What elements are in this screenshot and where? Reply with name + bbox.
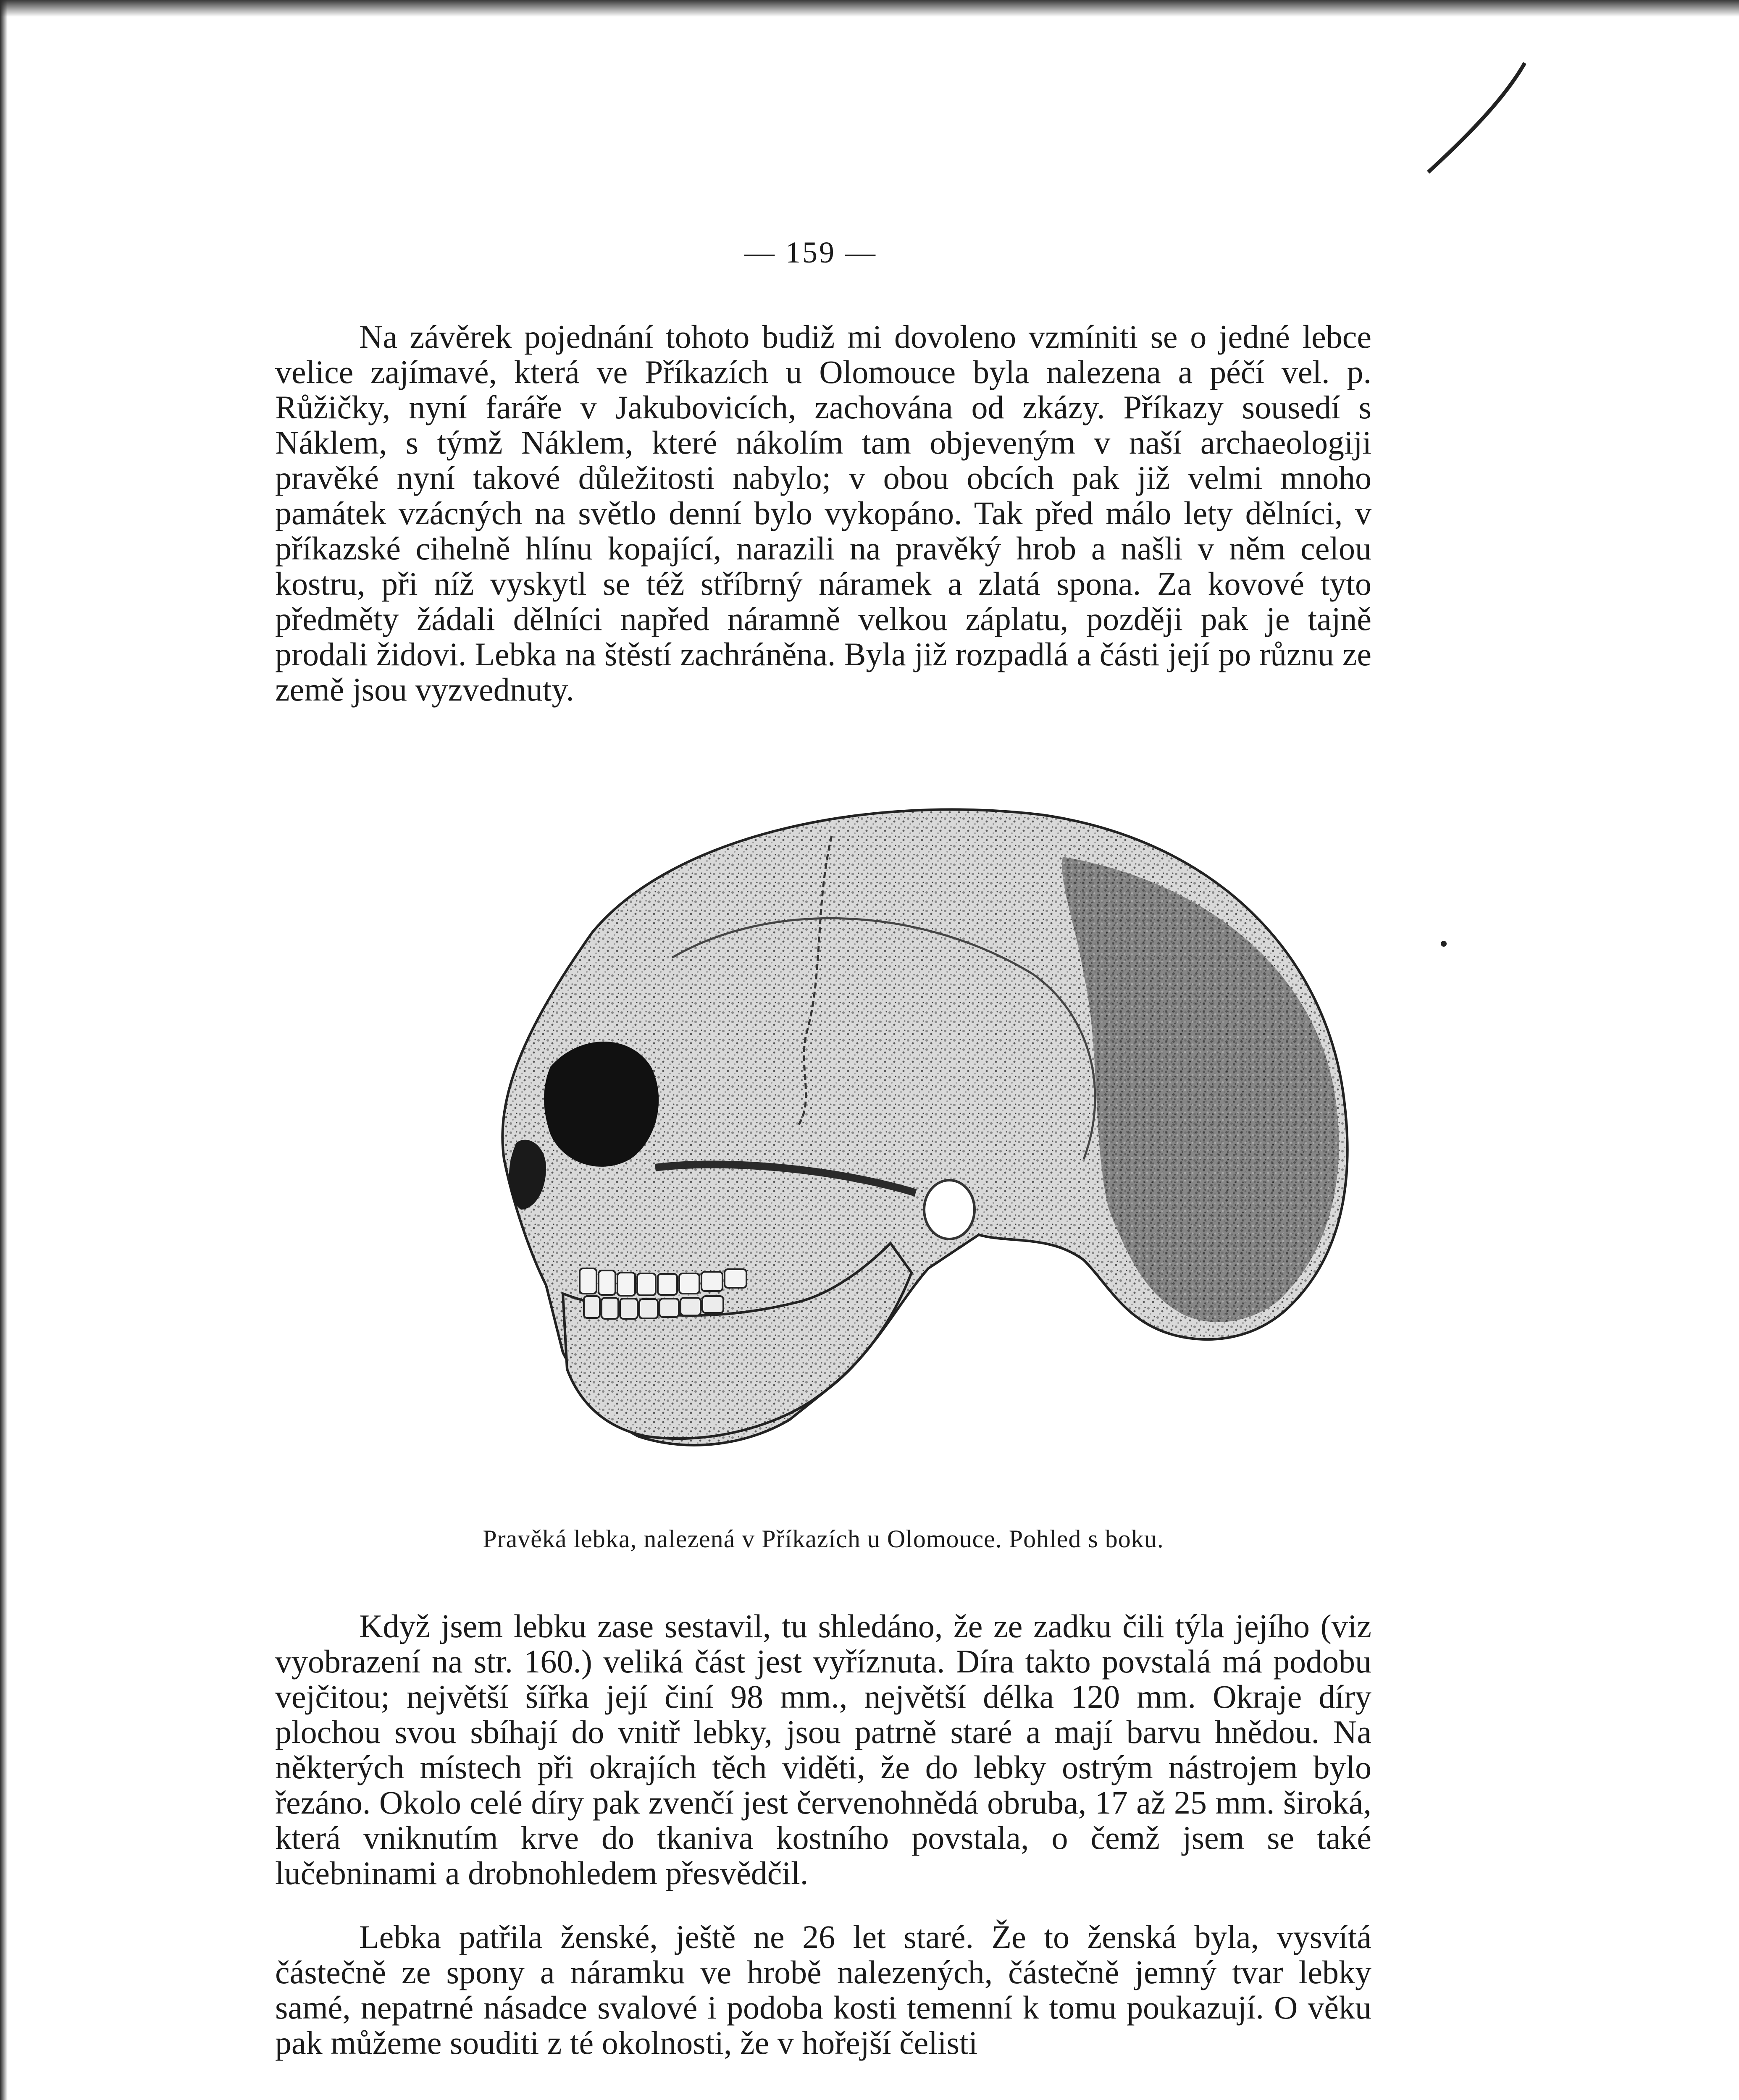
- scan-speck: [1441, 941, 1447, 947]
- paragraph-text: Když jsem lebku zase sestavil, tu shledáno, že ze zadku čili týla jejího (viz vyobrazení na str. 160.) veliká část jest vyříznuta. Díra takto povstalá má podobu vejčitou; největší šířka její činí 98 mm., největší délka 120 mm. Okraje díry plochou svou sbíhají do vnitř lebky, jsou patrně staré a mají barvu hnědou. Na některých místech při okrajích těch viděti, že do lebky ostrým nástrojem bylo řezáno. Okolo celé díry pak zvenčí jest červenohnědá obruba, 17 až 25 mm. široká, která vniknutím krve do tkaniva kostního povstala, o čemž jsem se také lučebninami a drobnohledem přesvědčil.: [275, 1608, 1371, 1891]
- scan-edge-top: [0, 0, 1739, 17]
- paragraph-description: [275, 1609, 1371, 1891]
- paragraph-conclusion: [275, 1919, 1371, 2061]
- page-number: — 159 —: [744, 236, 877, 269]
- margin-pencil-mark: [1403, 55, 1537, 181]
- skull-illustration: [454, 798, 1369, 1504]
- paragraph-text: Lebka patřila ženské, ještě ne 26 let staré. Že to ženská byla, vysvítá částečně ze spony a náramku ve hrobě nalezených, částečně jemný tvar lebky samé, nepatrné násadce svalové i podoba kosti temenní k tomu poukazují. O věku pak můžeme souditi z té okolnosti, že v hořejší čelisti: [275, 1919, 1371, 2061]
- figure-caption: Pravěká lebka, nalezená v Příkazích u Olomouce. Pohled s boku.: [483, 1525, 1164, 1553]
- ear-opening: [924, 1180, 975, 1239]
- paragraph-intro: [275, 319, 1371, 707]
- paragraph-text: Na závěrek pojednání tohoto budiž mi dovoleno vzmíniti se o jedné lebce velice zajímavé, která ve Příkazích u Olomouce byla nalezena a péčí vel. p. Růžičky, nyní faráře v Jakubovicích, zachována od zkázy. Příkazy sousedí s Náklem, s týmž Náklem, které nákolím tam objeveným v naší archaeologiji pravěké nyní takové důležitosti nabylo; v obou obcích pak již velmi mnoho památek vzácných na světlo denní bylo vykopáno. Tak před málo lety dělníci, v příkazské cihelně hlínu kopající, narazili na pravěký hrob a našli v něm celou kostru, při níž vyskytl se též stříbrný náramek a zlatá spona. Za kovové tyto předměty žádali dělníci napřed náramně velkou záplatu, později pak je tajně prodali židovi. Lebka na štěstí zachráněna. Byla již rozpadlá a části její po různu ze země jsou vyzvednuty.: [275, 318, 1371, 708]
- scan-edge-left: [0, 0, 8, 2100]
- eye-orbit: [544, 1042, 659, 1167]
